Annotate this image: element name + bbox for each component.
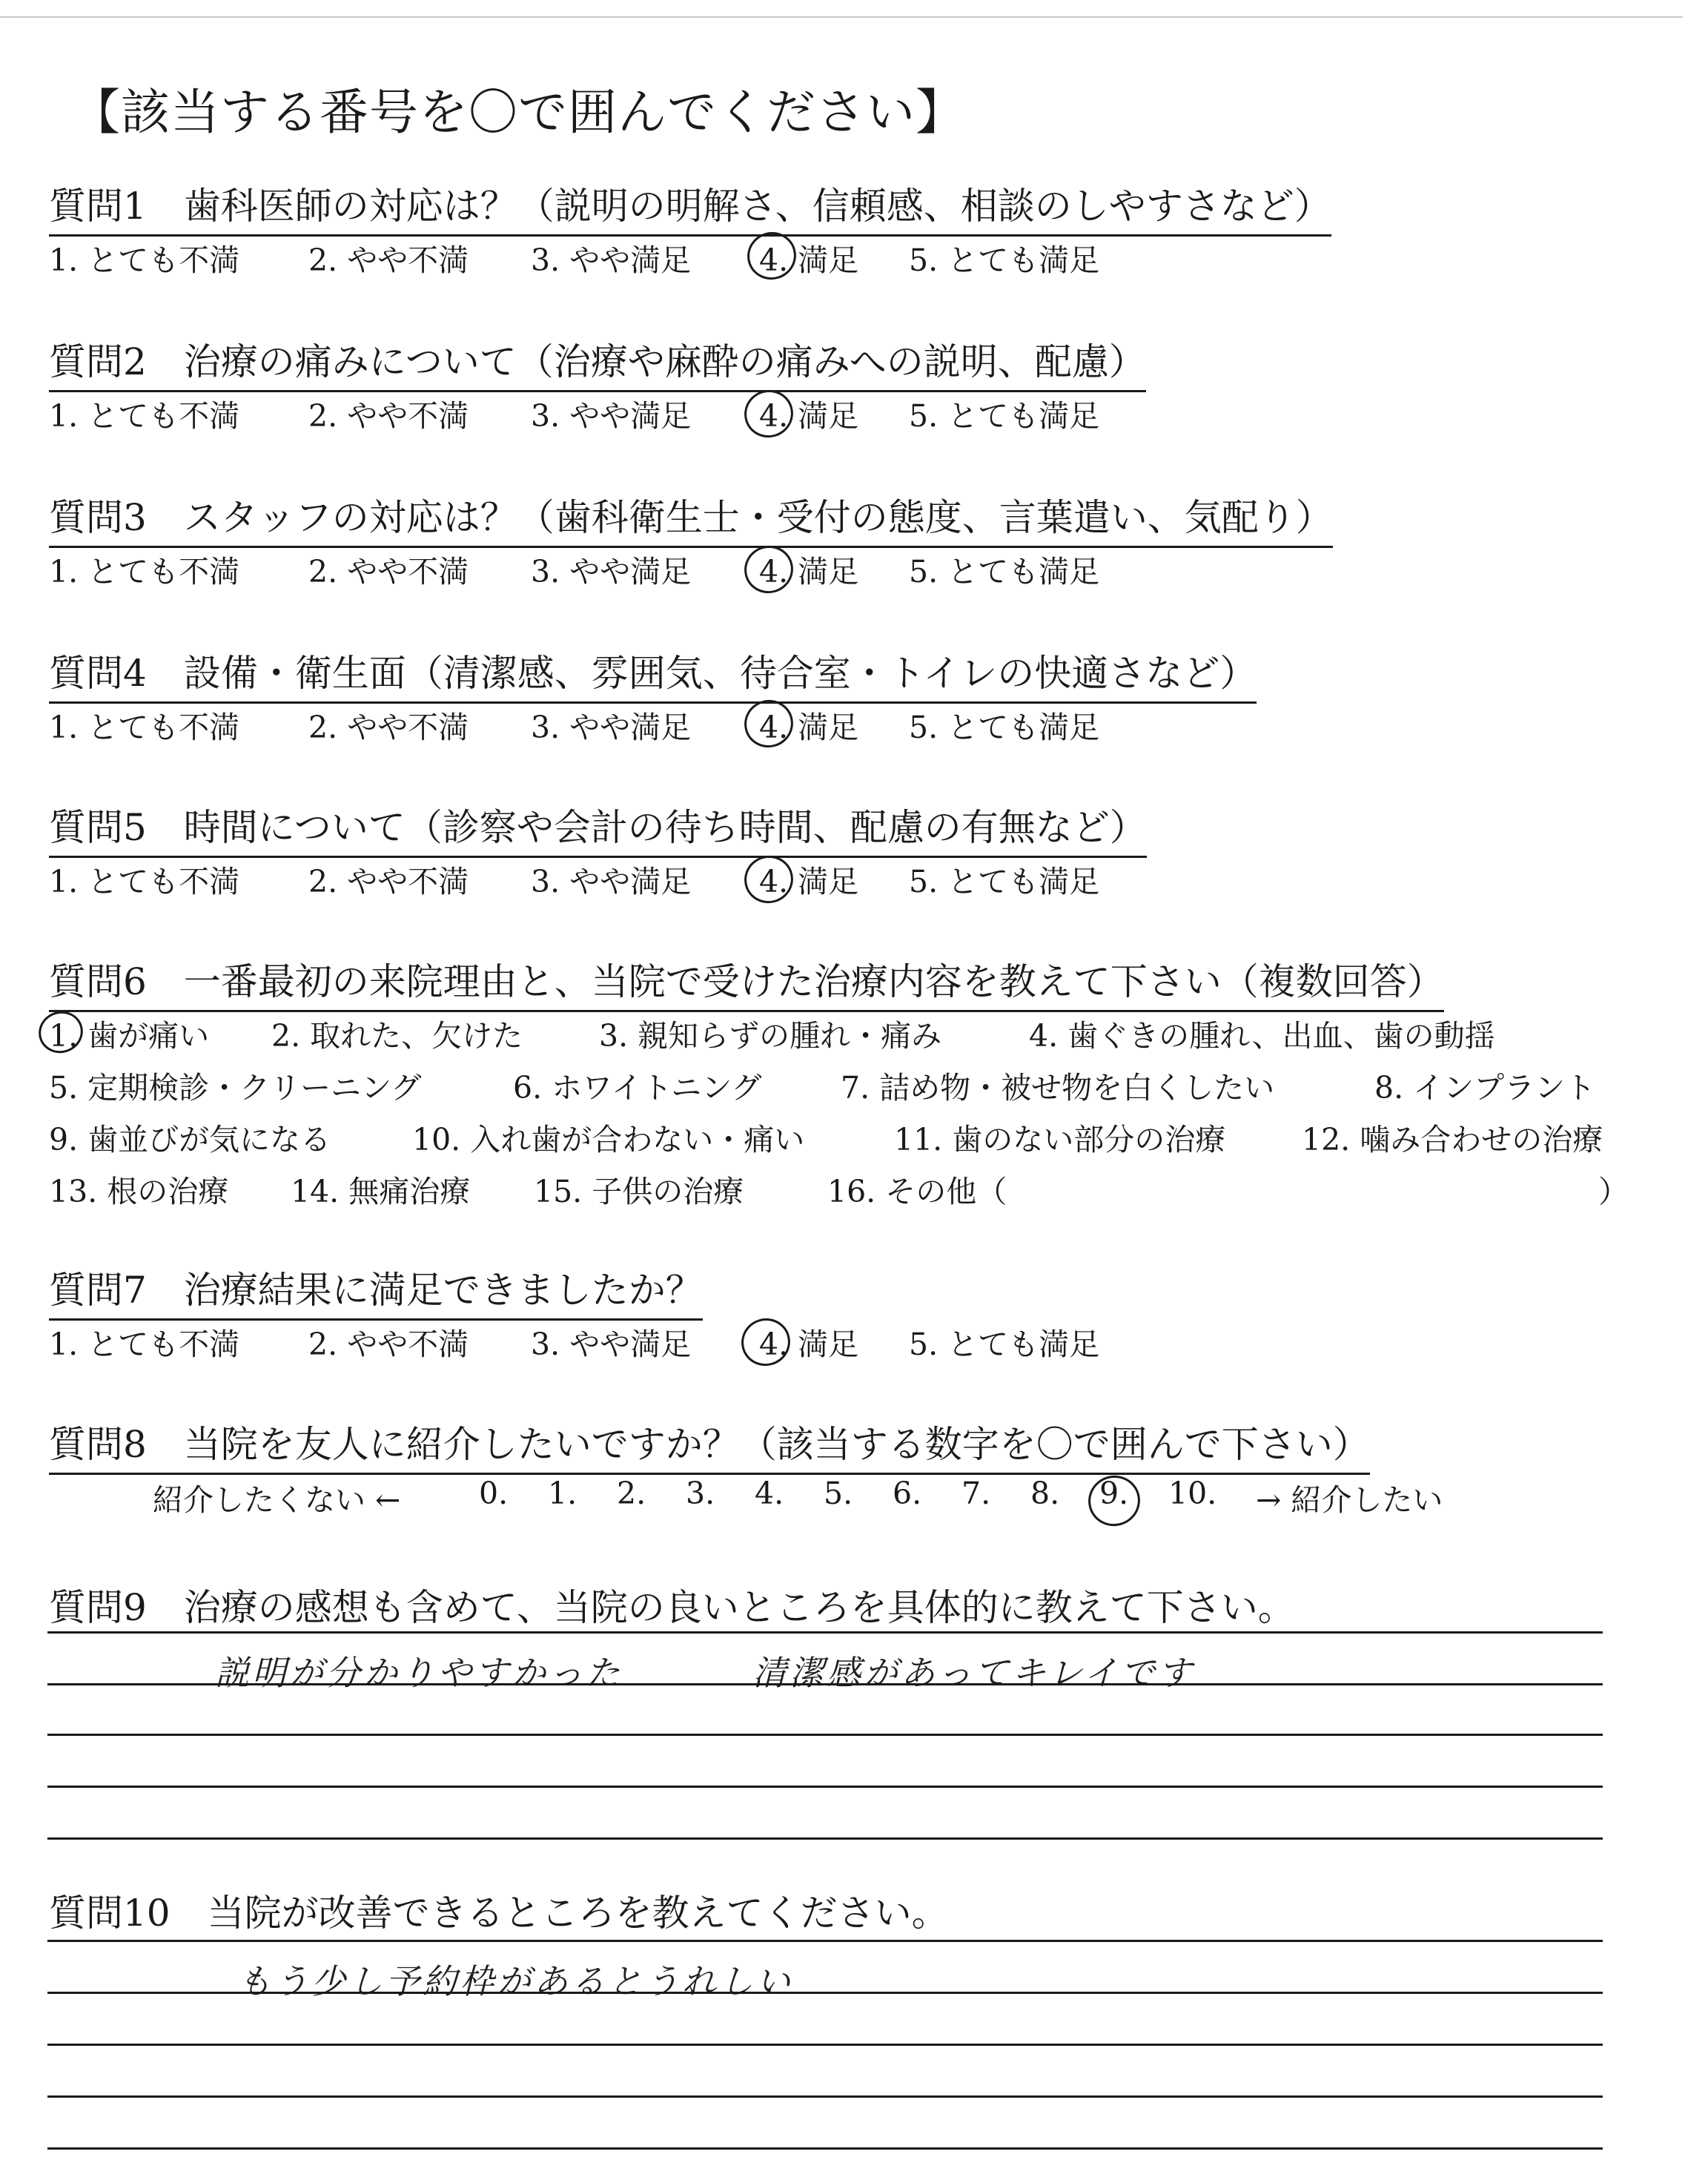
answer-line bbox=[47, 1940, 1603, 1942]
q6-option-16[interactable]: 16. その他（ bbox=[827, 1174, 1007, 1209]
option-4[interactable]: 4. 満足 bbox=[759, 398, 859, 434]
scale-4[interactable]: 4. bbox=[755, 1476, 784, 1511]
scale-right-label: → 紹介したい bbox=[1256, 1482, 1443, 1518]
question-2-title: 質問2 治療の痛みについて（治療や麻酔の痛みへの説明、配慮） bbox=[49, 332, 1146, 392]
answer-line bbox=[47, 2044, 1603, 2046]
q6-option-1[interactable]: 1. 歯が痛い bbox=[49, 1018, 210, 1054]
q6-option-3[interactable]: 3. 親知らずの腫れ・痛み bbox=[599, 1018, 942, 1054]
q6-option-8[interactable]: 8. インプラント bbox=[1374, 1070, 1596, 1106]
handwritten-answer: もう少し予約枠があるとうれしい bbox=[237, 1961, 793, 2001]
option-1[interactable]: 1. とても不満 bbox=[49, 864, 240, 899]
answer-line bbox=[47, 2147, 1603, 2150]
option-3[interactable]: 3. やや満足 bbox=[531, 1327, 692, 1362]
option-5[interactable]: 5. とても満足 bbox=[909, 554, 1100, 589]
answer-line bbox=[47, 2095, 1603, 2098]
scale-2[interactable]: 2. bbox=[617, 1476, 646, 1511]
option-3[interactable]: 3. やや満足 bbox=[531, 710, 692, 745]
option-2[interactable]: 2. やや不満 bbox=[308, 398, 469, 434]
handwritten-answer: 説明が分かりやすかった bbox=[215, 1653, 623, 1693]
option-2[interactable]: 2. やや不満 bbox=[308, 242, 469, 278]
option-3[interactable]: 3. やや満足 bbox=[531, 242, 692, 278]
option-1[interactable]: 1. とても不満 bbox=[49, 1327, 240, 1362]
question-5-title: 質問5 時間について（診察や会計の待ち時間、配慮の有無など） bbox=[49, 798, 1147, 858]
option-4[interactable]: 4. 満足 bbox=[759, 242, 859, 278]
page-title: 【該当する番号を〇で囲んでください】 bbox=[71, 84, 965, 141]
answer-line bbox=[47, 1683, 1603, 1685]
scale-5[interactable]: 5. bbox=[824, 1476, 853, 1511]
scale-left-label: 紹介したくない ← bbox=[153, 1482, 401, 1518]
option-4[interactable]: 4. 満足 bbox=[759, 1327, 859, 1362]
answer-line bbox=[47, 1631, 1603, 1634]
scale-7[interactable]: 7. bbox=[961, 1476, 991, 1511]
q6-option-4[interactable]: 4. 歯ぐきの腫れ、出血、歯の動揺 bbox=[1029, 1018, 1495, 1054]
option-4[interactable]: 4. 満足 bbox=[759, 864, 859, 899]
option-2[interactable]: 2. やや不満 bbox=[308, 1327, 469, 1362]
option-2[interactable]: 2. やや不満 bbox=[308, 554, 469, 589]
scale-3[interactable]: 3. bbox=[686, 1476, 715, 1511]
option-1[interactable]: 1. とても不満 bbox=[49, 242, 240, 278]
scale-6[interactable]: 6. bbox=[893, 1476, 922, 1511]
q6-option-6[interactable]: 6. ホワイトニング bbox=[513, 1070, 762, 1106]
option-5[interactable]: 5. とても満足 bbox=[909, 864, 1100, 899]
question-3-title: 質問3 スタッフの対応は？（歯科衛生士・受付の態度、言葉遣い、気配り） bbox=[49, 488, 1333, 548]
option-5[interactable]: 5. とても満足 bbox=[909, 710, 1100, 745]
q6-option-2[interactable]: 2. 取れた、欠けた bbox=[271, 1018, 523, 1054]
selection-circle bbox=[1082, 1469, 1147, 1533]
top-border bbox=[0, 16, 1683, 18]
option-1[interactable]: 1. とても不満 bbox=[49, 710, 240, 745]
answer-line bbox=[47, 1837, 1603, 1840]
option-5[interactable]: 5. とても満足 bbox=[909, 242, 1100, 278]
q6-option-15[interactable]: 15. 子供の治療 bbox=[534, 1174, 744, 1209]
option-3[interactable]: 3. やや満足 bbox=[531, 554, 692, 589]
question-9-title: 質問9 治療の感想も含めて、当院の良いところを具体的に教えて下さい。 bbox=[49, 1586, 1295, 1629]
question-6-title: 質問6 一番最初の来院理由と、当院で受けた治療内容を教えて下さい（複数回答） bbox=[49, 952, 1444, 1012]
question-7-title: 質問7 治療結果に満足できましたか？ bbox=[49, 1261, 703, 1321]
q6-option-14[interactable]: 14. 無痛治療 bbox=[291, 1174, 471, 1209]
option-4[interactable]: 4. 満足 bbox=[759, 554, 859, 589]
option-3[interactable]: 3. やや満足 bbox=[531, 864, 692, 899]
scale-8[interactable]: 8. bbox=[1030, 1476, 1060, 1511]
q6-option-9[interactable]: 9. 歯並びが気になる bbox=[49, 1122, 331, 1157]
option-3[interactable]: 3. やや満足 bbox=[531, 398, 692, 434]
handwritten-answer: 清潔感があってキレイです bbox=[752, 1653, 1195, 1693]
q6-option-5[interactable]: 5. 定期検診・クリーニング bbox=[49, 1070, 422, 1106]
question-4-title: 質問4 設備・衛生面（清潔感、雰囲気、待合室・トイレの快適さなど） bbox=[49, 644, 1257, 704]
option-5[interactable]: 5. とても満足 bbox=[909, 1327, 1100, 1362]
q6-option-13[interactable]: 13. 根の治療 bbox=[49, 1174, 229, 1209]
answer-line bbox=[47, 1786, 1603, 1788]
scale-0[interactable]: 0. bbox=[479, 1476, 509, 1511]
option-5[interactable]: 5. とても満足 bbox=[909, 398, 1100, 434]
option-1[interactable]: 1. とても不満 bbox=[49, 398, 240, 434]
q6-option-7[interactable]: 7. 詰め物・被せ物を白くしたい bbox=[841, 1070, 1275, 1106]
answer-line bbox=[47, 1992, 1603, 1994]
option-2[interactable]: 2. やや不満 bbox=[308, 710, 469, 745]
q6-option-11[interactable]: 11. 歯のない部分の治療 bbox=[894, 1122, 1226, 1157]
question-10-title: 質問10 当院が改善できるところを教えてください。 bbox=[49, 1892, 949, 1935]
option-1[interactable]: 1. とても不満 bbox=[49, 554, 240, 589]
q6-option-10[interactable]: 10. 入れ歯が合わない・痛い bbox=[412, 1122, 805, 1157]
scale-10[interactable]: 10. bbox=[1168, 1476, 1217, 1511]
q6-option-12[interactable]: 12. 噛み合わせの治療 bbox=[1302, 1122, 1603, 1157]
question-1-title: 質問1 歯科医師の対応は？（説明の明解さ、信頼感、相談のしやすさなど） bbox=[49, 176, 1331, 237]
option-4[interactable]: 4. 満足 bbox=[759, 710, 859, 745]
answer-line bbox=[47, 1734, 1603, 1736]
scale-1[interactable]: 1. bbox=[548, 1476, 577, 1511]
option-2[interactable]: 2. やや不満 bbox=[308, 864, 469, 899]
q6-other-close-paren: ） bbox=[1598, 1174, 1629, 1209]
scale-9[interactable]: 9. bbox=[1099, 1476, 1129, 1511]
question-8-title: 質問8 当院を友人に紹介したいですか？（該当する数字を〇で囲んで下さい） bbox=[49, 1415, 1370, 1475]
